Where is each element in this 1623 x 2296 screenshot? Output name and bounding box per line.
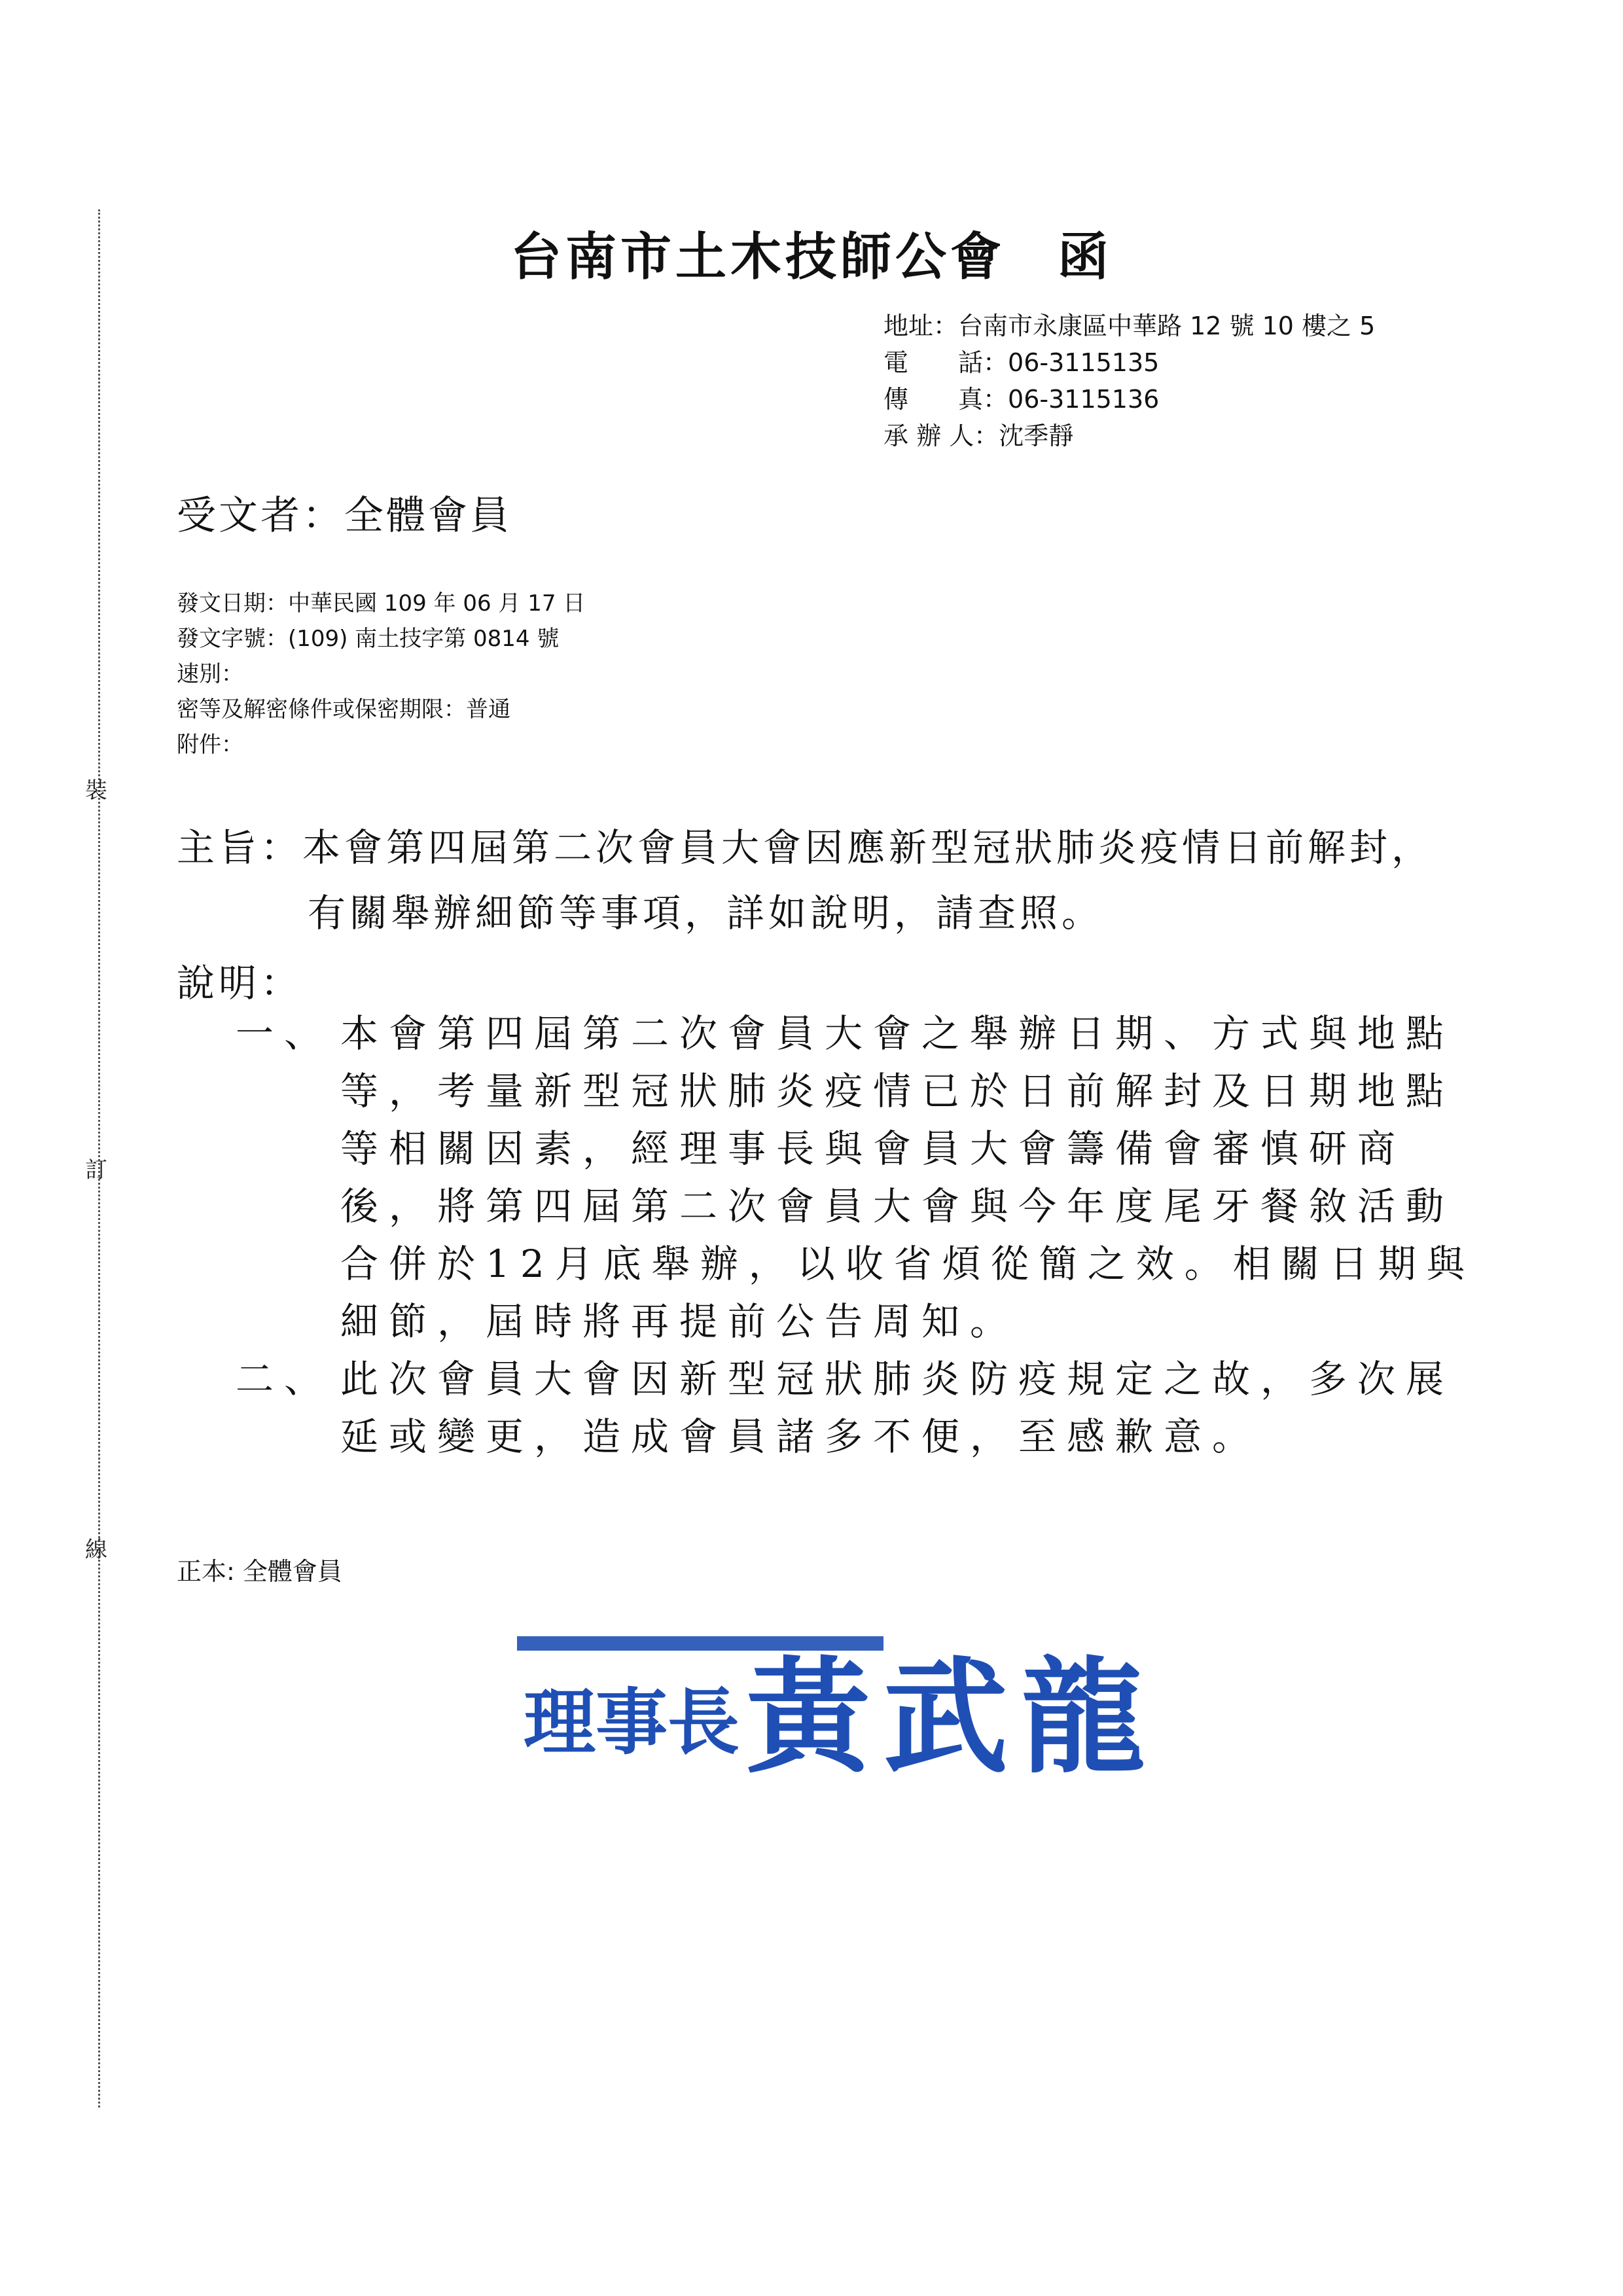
binding-char-zhuang: 裝 xyxy=(85,778,107,804)
doc-type: 函 xyxy=(1058,227,1113,287)
contact-handler: 承 辦 人 ： 沈季靜 xyxy=(883,422,1074,450)
explanation-items xyxy=(236,1005,1499,1465)
contact-fax: 傳 真 ： 06-3115136 xyxy=(883,385,1160,414)
explanation-item xyxy=(236,1005,1499,1350)
contact-block xyxy=(883,308,1375,454)
contact-address: 地址 ： 台南市永康區中華路 12 號 10 樓之 5 xyxy=(883,312,1376,340)
contact-phone: 電 話 ： 06-3115135 xyxy=(883,348,1160,377)
stamp-name-text: 黃武龍 xyxy=(746,1644,1159,1790)
org-name: 台南市土木技師公會 xyxy=(510,227,1005,287)
recipient: 受文者：全體會員 xyxy=(177,493,512,539)
subject xyxy=(177,815,1486,946)
explanation-item xyxy=(236,1350,1499,1465)
stamp-title-text: 理事長 xyxy=(524,1680,740,1765)
meta-security: 密等及解密條件或保密期限：普通 xyxy=(177,696,510,723)
meta-speed: 速別： xyxy=(177,661,243,687)
subject-line-2: 有關舉辦細節等事項，詳如說明，請查照。 xyxy=(308,891,1104,935)
binding-char-xian: 線 xyxy=(85,1537,107,1563)
document-title xyxy=(0,216,1623,289)
item-number: 一、 xyxy=(236,1011,333,1056)
meta-number: 發文字號：(109) 南土技字第 0814 號 xyxy=(177,626,560,652)
chairman-seal-stamp xyxy=(510,1597,1217,1806)
meta-block xyxy=(177,586,585,762)
item-text: 本會第四屆第二次會員大會之舉辦日期、方式與地點等，考量新型冠狀肺炎疫情已於日前解封及日期地點等相關因素，經理事長與會員大會籌備會審慎研商後，將第四屆第二次會員大會與今年度尾牙餐敘活動合併於12月底舉辦，以收省煩從簡之效。相關日期與細節，屆時將再提前公告周知。 xyxy=(340,1011,1475,1344)
meta-attachment: 附件： xyxy=(177,732,243,758)
stamp-ink xyxy=(517,1636,1158,1790)
item-text: 此次會員大會因新型冠狀肺炎防疫規定之故，多次展延或變更，造成會員諸多不便，至感歉意。 xyxy=(340,1357,1455,1459)
meta-date: 發文日期：中華民國 109 年 06 月 17 日 xyxy=(177,590,586,617)
explanation-heading: 說明： xyxy=(177,961,303,1005)
binding-char-ding: 訂 xyxy=(85,1157,107,1183)
cc-line: 正本: 全體會員 xyxy=(177,1557,342,1586)
subject-line-1: 本會第四屆第二次會員大會因應新型冠狀肺炎疫情日前解封， xyxy=(302,825,1434,870)
item-number: 二、 xyxy=(236,1357,333,1401)
subject-label: 主旨： xyxy=(177,825,303,870)
